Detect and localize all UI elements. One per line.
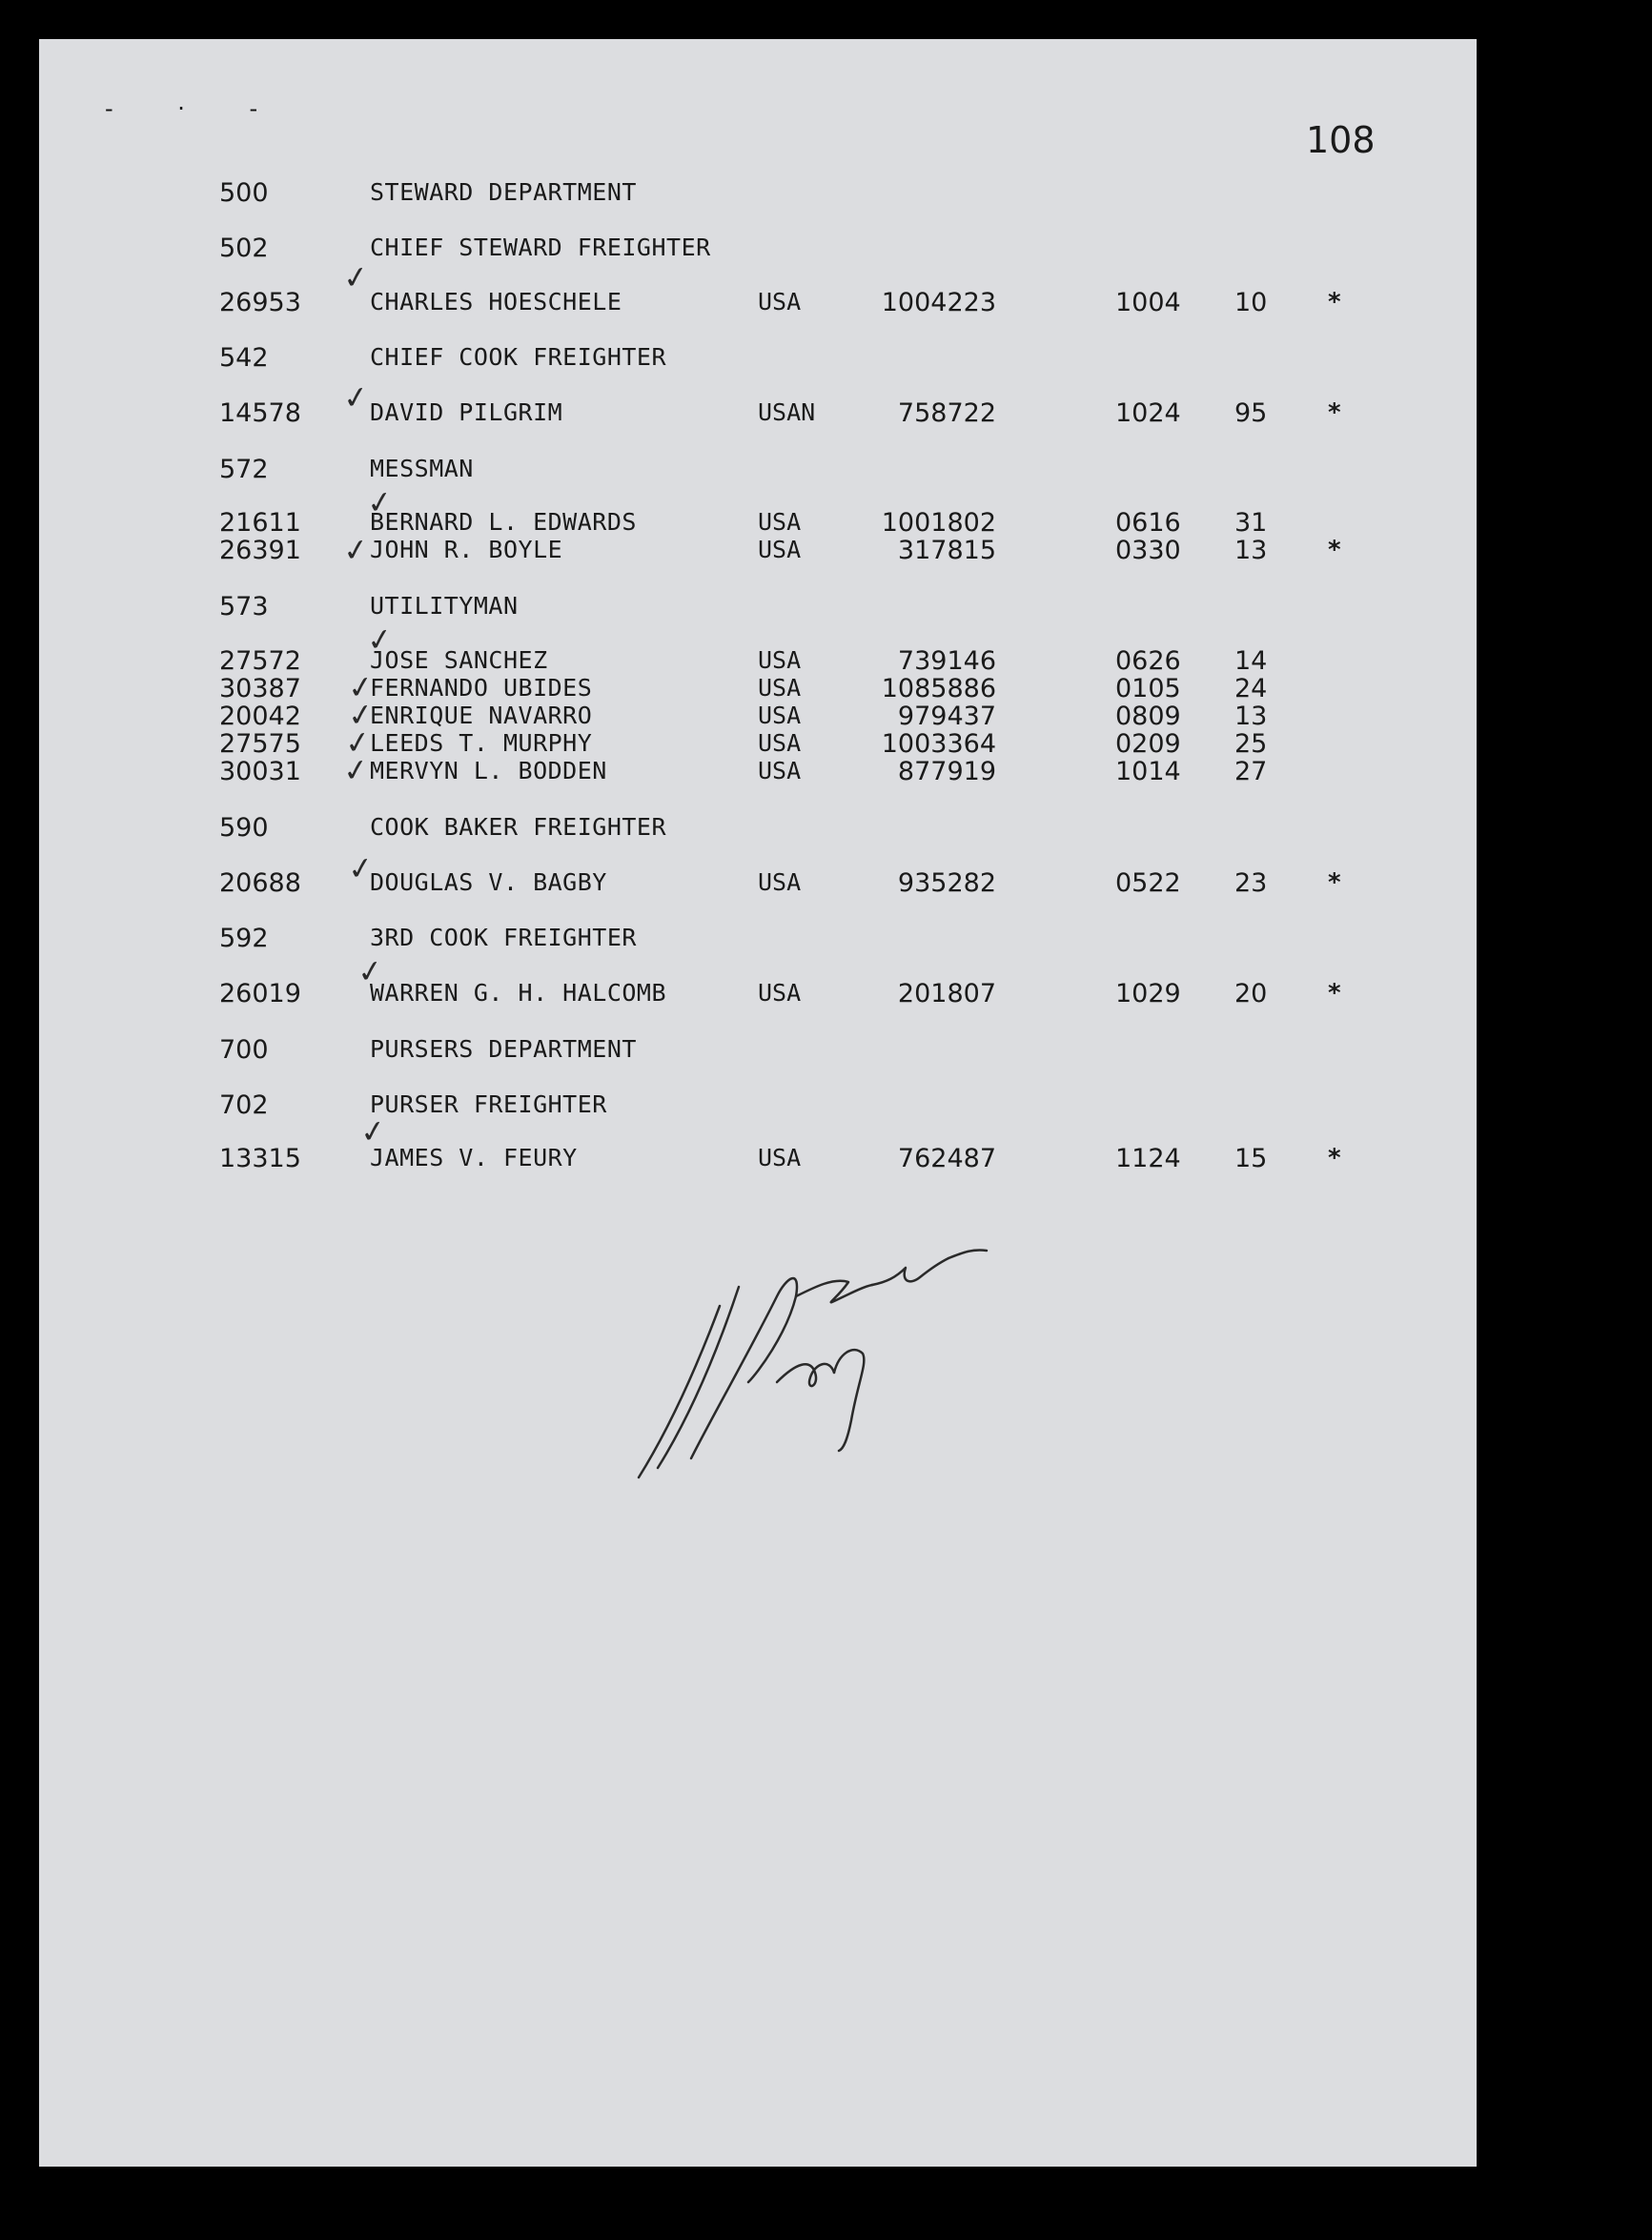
- section-heading: [0, 178, 1652, 213]
- section-title: COOK BAKER FREIGHTER: [370, 813, 667, 841]
- crew-number: 317815: [897, 536, 996, 565]
- section-title: 3RD COOK FREIGHTER: [370, 924, 637, 951]
- crew-mark: *: [1327, 398, 1342, 427]
- crew-row: [0, 868, 1652, 903]
- section-code: 573: [219, 592, 269, 621]
- crew-row: [0, 536, 1652, 570]
- section-code: 502: [219, 234, 269, 263]
- check-mark-icon: ✓: [340, 530, 372, 570]
- crew-value: 15: [1234, 1144, 1268, 1173]
- section-code: 590: [219, 813, 269, 843]
- crew-id: 14578: [219, 398, 301, 428]
- crew-id: 20042: [219, 702, 301, 731]
- crew-date: 1004: [1115, 288, 1181, 317]
- crew-nationality: USA: [758, 868, 802, 896]
- section-heading: [0, 924, 1652, 958]
- crew-id: 30031: [219, 757, 301, 786]
- crew-number: 1004223: [881, 288, 996, 317]
- crew-date: 1029: [1115, 979, 1181, 1008]
- crew-name: DAVID PILGRIM: [370, 398, 563, 426]
- crew-number: 758722: [897, 398, 996, 428]
- crew-row: [0, 398, 1652, 433]
- check-mark-icon: ✓: [345, 667, 377, 707]
- crew-id: 27575: [219, 729, 301, 759]
- crew-id: 21611: [219, 508, 301, 538]
- crew-date: 0209: [1115, 729, 1181, 759]
- page-number: 108: [1306, 119, 1376, 161]
- crew-number: 1001802: [881, 508, 996, 538]
- crew-id: 27572: [219, 646, 301, 676]
- crew-nationality: USA: [758, 729, 802, 757]
- crew-nationality: USA: [758, 757, 802, 784]
- check-mark-icon: ✓: [340, 377, 372, 417]
- crew-value: 31: [1234, 508, 1268, 538]
- crew-id: 26019: [219, 979, 301, 1008]
- check-mark-icon: ✓: [364, 482, 396, 522]
- crew-nationality: USA: [758, 1144, 802, 1171]
- check-mark-icon: ✓: [342, 723, 374, 763]
- check-mark-icon: ✓: [345, 695, 377, 735]
- crew-date: 0616: [1115, 508, 1181, 538]
- crew-date: 0105: [1115, 674, 1181, 703]
- section-title: MESSMAN: [370, 455, 474, 482]
- crew-row: [0, 979, 1652, 1013]
- crew-nationality: USA: [758, 646, 802, 674]
- crew-name: JOSE SANCHEZ: [370, 646, 548, 674]
- crew-id: 13315: [219, 1144, 301, 1173]
- crew-name: ENRIQUE NAVARRO: [370, 702, 593, 729]
- crew-name: LEEDS T. MURPHY: [370, 729, 593, 757]
- section-title: CHIEF STEWARD FREIGHTER: [370, 234, 711, 261]
- crew-name: DOUGLAS V. BAGBY: [370, 868, 607, 896]
- crew-number: 935282: [897, 868, 996, 898]
- crew-nationality: USA: [758, 979, 802, 1007]
- crew-date: 0330: [1115, 536, 1181, 565]
- crew-number: 877919: [897, 757, 996, 786]
- crew-name: JAMES V. FEURY: [370, 1144, 578, 1171]
- section-title: UTILITYMAN: [370, 592, 519, 620]
- crew-nationality: USA: [758, 536, 802, 563]
- crew-name: FERNANDO UBIDES: [370, 674, 593, 702]
- check-mark-icon: ✓: [364, 620, 396, 660]
- crew-row: [0, 288, 1652, 322]
- section-title: PURSER FREIGHTER: [370, 1090, 607, 1118]
- section-code: 592: [219, 924, 269, 953]
- crew-row: [0, 757, 1652, 791]
- crew-number: 1085886: [881, 674, 996, 703]
- crew-mark: *: [1327, 536, 1342, 564]
- section-code: 700: [219, 1035, 269, 1065]
- check-mark-icon: ✓: [345, 848, 377, 888]
- crew-mark: *: [1327, 868, 1342, 897]
- section-heading: [0, 813, 1652, 847]
- crew-id: 26953: [219, 288, 301, 317]
- section-heading: [0, 1035, 1652, 1069]
- crew-nationality: USA: [758, 508, 802, 536]
- crew-date: 0626: [1115, 646, 1181, 676]
- crew-value: 13: [1234, 536, 1268, 565]
- section-heading: [0, 592, 1652, 626]
- check-mark-icon: ✓: [357, 1111, 389, 1151]
- crew-name: BERNARD L. EDWARDS: [370, 508, 637, 536]
- section-heading: [0, 1090, 1652, 1125]
- crew-value: 95: [1234, 398, 1268, 428]
- edge-marks: - · -: [105, 95, 287, 122]
- signature: [634, 1239, 1091, 1487]
- crew-value: 10: [1234, 288, 1268, 317]
- section-heading: [0, 455, 1652, 489]
- crew-nationality: USAN: [758, 398, 816, 426]
- crew-date: 1124: [1115, 1144, 1181, 1173]
- section-code: 500: [219, 178, 269, 208]
- crew-row: [0, 1144, 1652, 1178]
- crew-name: JOHN R. BOYLE: [370, 536, 563, 563]
- crew-id: 26391: [219, 536, 301, 565]
- crew-value: 25: [1234, 729, 1268, 759]
- crew-number: 739146: [897, 646, 996, 676]
- crew-value: 23: [1234, 868, 1268, 898]
- check-mark-icon: ✓: [340, 257, 372, 297]
- crew-nationality: USA: [758, 288, 802, 316]
- crew-id: 30387: [219, 674, 301, 703]
- crew-name: MERVYN L. BODDEN: [370, 757, 607, 784]
- crew-value: 24: [1234, 674, 1268, 703]
- crew-mark: *: [1327, 979, 1342, 1008]
- section-title: PURSERS DEPARTMENT: [370, 1035, 637, 1063]
- crew-value: 27: [1234, 757, 1268, 786]
- section-title: CHIEF COOK FREIGHTER: [370, 343, 667, 371]
- crew-id: 20688: [219, 868, 301, 898]
- crew-value: 14: [1234, 646, 1268, 676]
- section-heading: [0, 234, 1652, 268]
- crew-number: 979437: [897, 702, 996, 731]
- crew-nationality: USA: [758, 674, 802, 702]
- crew-number: 1003364: [881, 729, 996, 759]
- crew-name: CHARLES HOESCHELE: [370, 288, 622, 316]
- section-code: 572: [219, 455, 269, 484]
- section-code: 702: [219, 1090, 269, 1120]
- crew-name: WARREN G. H. HALCOMB: [370, 979, 667, 1007]
- crew-number: 762487: [897, 1144, 996, 1173]
- crew-mark: *: [1327, 288, 1342, 316]
- crew-number: 201807: [897, 979, 996, 1008]
- check-mark-icon: ✓: [340, 750, 372, 790]
- crew-date: 0522: [1115, 868, 1181, 898]
- section-title: STEWARD DEPARTMENT: [370, 178, 637, 206]
- crew-value: 20: [1234, 979, 1268, 1008]
- crew-nationality: USA: [758, 702, 802, 729]
- crew-date: 1024: [1115, 398, 1181, 428]
- section-code: 542: [219, 343, 269, 373]
- check-mark-icon: ✓: [355, 951, 386, 991]
- section-heading: [0, 343, 1652, 377]
- crew-date: 1014: [1115, 757, 1181, 786]
- crew-value: 13: [1234, 702, 1268, 731]
- crew-date: 0809: [1115, 702, 1181, 731]
- crew-mark: *: [1327, 1144, 1342, 1172]
